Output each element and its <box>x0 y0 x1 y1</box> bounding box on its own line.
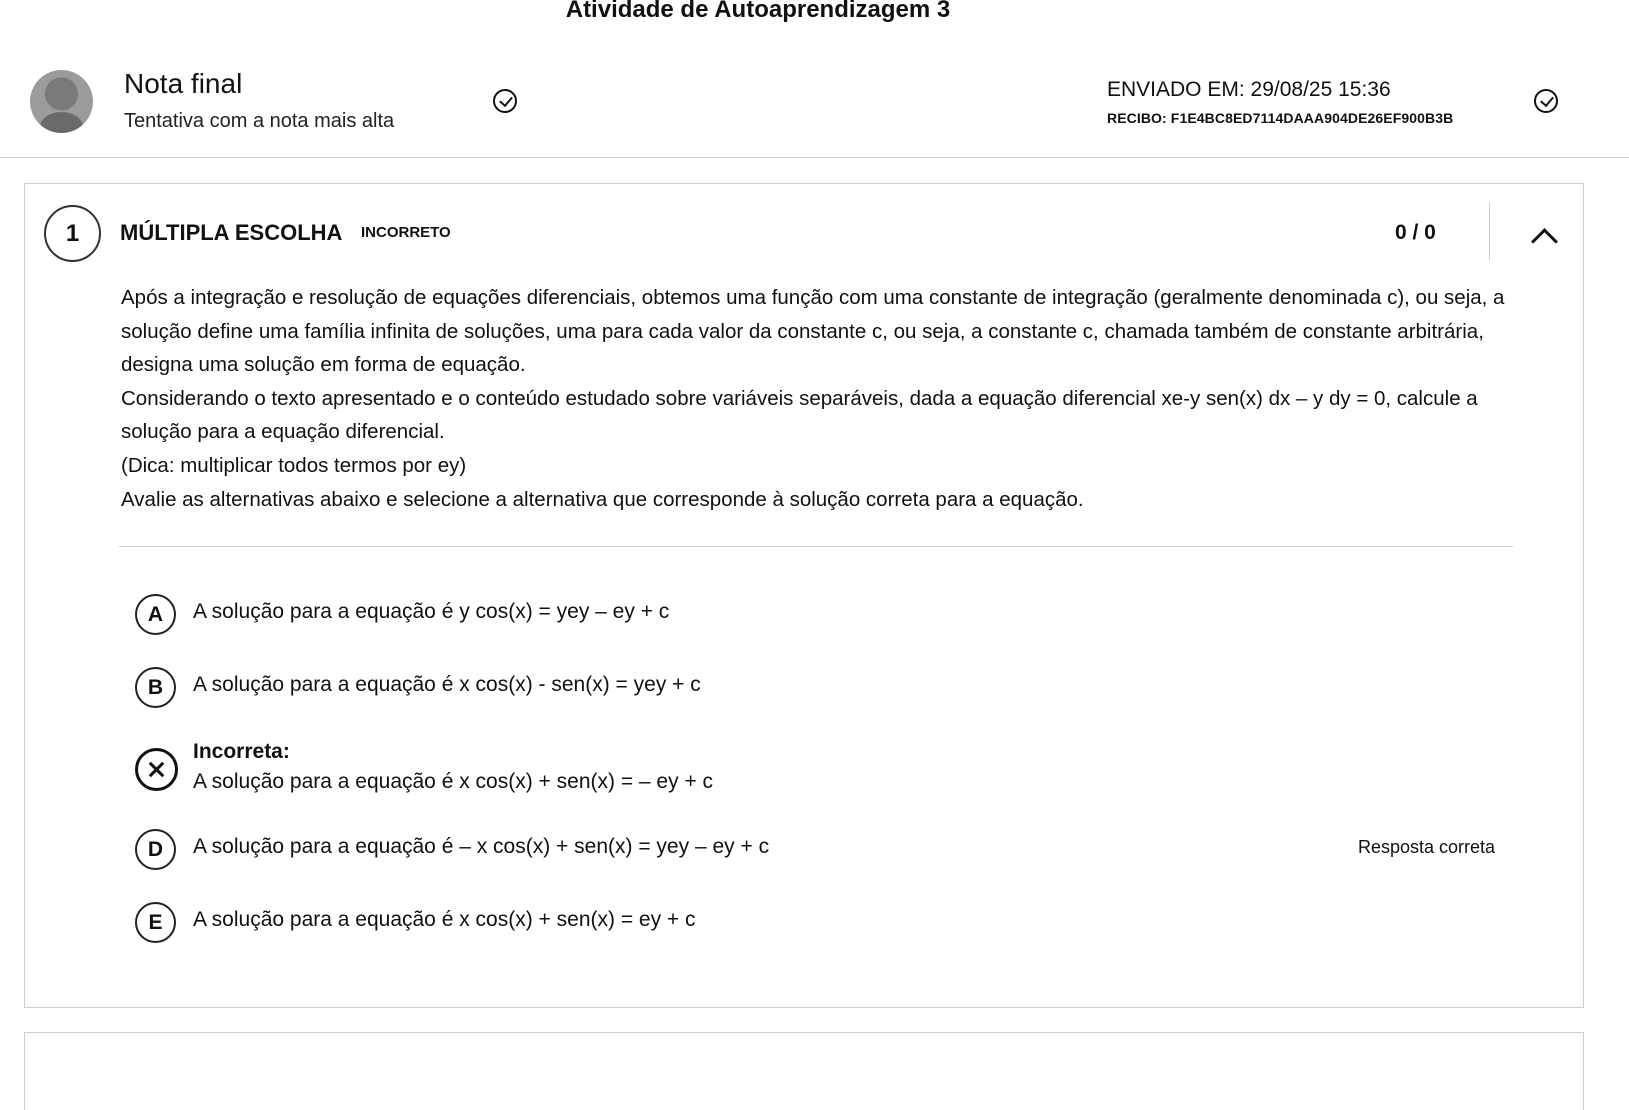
avatar <box>30 70 93 133</box>
correct-answer-tag: Resposta correta <box>1358 837 1496 857</box>
option-text: A solução para a equação é – x cos(x) + sen(x) = yey – ey + c <box>193 835 770 858</box>
x-circle-icon <box>135 748 178 791</box>
option-letter: A <box>135 594 176 635</box>
divider <box>1489 202 1490 260</box>
next-question-card <box>24 1032 1584 1110</box>
question-paragraph: Após a integração e resolução de equações diferenciais, obtemos uma função com uma constante de integração (geralmente denominada c), ou seja, a solução define uma família infinita de soluções, uma para cada valor da constante c, ou seja, a constante c, chamada também de constante arbitrária, designa uma solução em forma de equação. <box>121 286 1505 377</box>
grade-subtitle: Tentativa com a nota mais alta <box>124 110 395 132</box>
check-circle-icon <box>1534 89 1558 113</box>
grade-header <box>0 40 1629 158</box>
check-circle-icon <box>493 89 517 113</box>
question-paragraph: Considerando o texto apresentado e o conteúdo estudado sobre variáveis separáveis, dada a equação diferencial xe-y sen(x) dx – y dy = 0, calcule a solução para a equação diferencial. <box>121 386 1478 444</box>
status-badge: INCORRETO <box>361 224 451 241</box>
incorrect-label: Incorreta: <box>193 740 290 763</box>
receipt-id: RECIBO: F1E4BC8ED7114DAAA904DE26EF900B3B <box>1107 110 1454 126</box>
question-paragraph: Avalie as alternativas abaixo e selecione a alternativa que corresponde à solução correta para a equação. <box>121 487 1084 511</box>
question-score: 0 / 0 <box>1395 221 1436 244</box>
option-letter: B <box>135 667 176 708</box>
question-paragraph: (Dica: multiplicar todos termos por ey) <box>121 453 467 477</box>
grade-title: Nota final <box>124 68 243 99</box>
chevron-up-icon[interactable] <box>1530 224 1556 250</box>
question-number: 1 <box>44 205 101 262</box>
sent-at: ENVIADO EM: 29/08/25 15:36 <box>1107 78 1391 101</box>
page-title: Atividade de Autoaprendizagem 3 <box>565 0 951 23</box>
option-text: A solução para a equação é x cos(x) + sen(x) = ey + c <box>193 908 696 931</box>
question-type: MÚLTIPLA ESCOLHA <box>120 220 343 245</box>
divider <box>119 546 1513 547</box>
option-text: A solução para a equação é y cos(x) = yey – ey + c <box>193 600 670 623</box>
question-text <box>121 281 1511 516</box>
question-card <box>24 183 1584 1008</box>
option-letter: E <box>135 902 176 943</box>
option-text: A solução para a equação é x cos(x) - sen(x) = yey + c <box>193 673 701 696</box>
option-text: A solução para a equação é x cos(x) + sen(x) = – ey + c <box>193 770 714 793</box>
option-letter: D <box>135 829 176 870</box>
